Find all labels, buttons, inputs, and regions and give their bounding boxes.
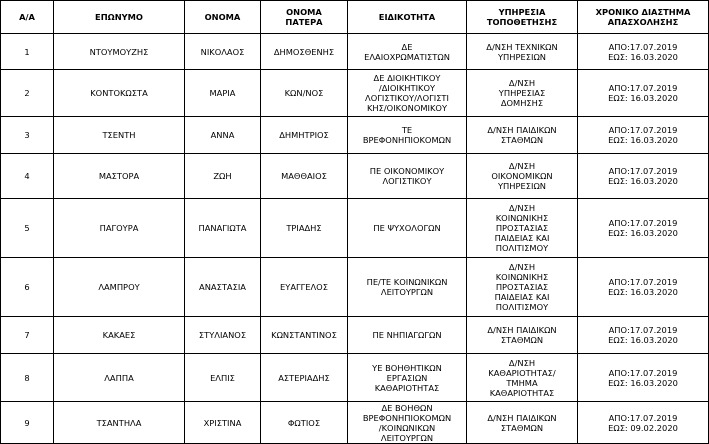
- cell-specialty: ΠΕ/ΤΕ ΚΟΙΝΩΝΙΚΩΝ ΛΕΙΤΟΥΡΓΩΝ: [348, 258, 467, 317]
- cell-father-name: ΑΣΤΕΡΙΑΔΗΣ: [261, 354, 348, 402]
- cell-period: ΑΠΟ:17.07.2019 ΕΩΣ: 16.03.2020: [578, 258, 709, 317]
- cell-specialty: ΔΕ ΕΛΑΙΟΧΡΩΜΑΤΙΣΤΩΝ: [348, 34, 467, 70]
- table-row: [1, 117, 709, 154]
- table-row: [1, 199, 709, 258]
- cell-surname: ΚΟΝΤΟΚΩΣΤΑ: [54, 70, 185, 117]
- cell-aa: 9: [1, 402, 54, 444]
- header-period: ΧΡΟΝΙΚΟ ΔΙΑΣΤΗΜΑ ΑΠΑΣΧΟΛΗΣΗΣ: [578, 1, 709, 34]
- cell-name: ΕΛΠΙΣ: [185, 354, 261, 402]
- table-row: [1, 70, 709, 117]
- cell-period: ΑΠΟ:17.07.2019 ΕΩΣ: 16.03.2020: [578, 354, 709, 402]
- cell-aa: 2: [1, 70, 54, 117]
- header-row: [1, 1, 709, 34]
- cell-father-name: ΚΩΝ/ΝΟΣ: [261, 70, 348, 117]
- cell-period: ΑΠΟ:17.07.2019 ΕΩΣ: 16.03.2020: [578, 154, 709, 199]
- cell-service: Δ/ΝΣΗ ΠΑΙΔΙΚΩΝ ΣΤΑΘΜΩΝ: [467, 402, 578, 444]
- table-row: [1, 402, 709, 444]
- cell-specialty: ΠΕ ΝΗΠΙΑΓΩΓΩΝ: [348, 317, 467, 354]
- cell-surname: ΛΑΠΠΑ: [54, 354, 185, 402]
- table-body: [1, 34, 709, 444]
- cell-name: ΑΝΑΣΤΑΣΙΑ: [185, 258, 261, 317]
- cell-service: Δ/ΝΣΗ ΤΕΧΝΙΚΩΝ ΥΠΗΡΕΣΙΩΝ: [467, 34, 578, 70]
- cell-service: Δ/ΝΣΗ ΚΑΘΑΡΙΟΤΗΤΑΣ/ ΤΜΗΜΑ ΚΑΘΑΡΙΟΤΗΤΑΣ: [467, 354, 578, 402]
- table-row: [1, 354, 709, 402]
- cell-name: ΧΡΙΣΤΙΝΑ: [185, 402, 261, 444]
- cell-period: ΑΠΟ:17.07.2019 ΕΩΣ: 16.03.2020: [578, 34, 709, 70]
- cell-period: ΑΠΟ:17.07.2019 ΕΩΣ: 16.03.2020: [578, 199, 709, 258]
- cell-service: Δ/ΝΣΗ ΥΠΗΡΕΣΙΑΣ ΔΟΜΗΣΗΣ: [467, 70, 578, 117]
- cell-specialty: ΠΕ ΨΥΧΟΛΟΓΩΝ: [348, 199, 467, 258]
- header-aa: Α/Α: [1, 1, 54, 34]
- header-service: ΥΠΗΡΕΣΙΑ ΤΟΠΟΘΕΤΗΣΗΣ: [467, 1, 578, 34]
- table-row: [1, 34, 709, 70]
- cell-aa: 6: [1, 258, 54, 317]
- cell-father-name: ΤΡΙΑΔΗΣ: [261, 199, 348, 258]
- cell-name: ΖΩΗ: [185, 154, 261, 199]
- cell-name: ΣΤΥΛΙΑΝΟΣ: [185, 317, 261, 354]
- cell-surname: ΤΣΕΝΤΗ: [54, 117, 185, 154]
- cell-period: ΑΠΟ:17.07.2019 ΕΩΣ: 16.03.2020: [578, 317, 709, 354]
- cell-service: Δ/ΝΣΗ ΠΑΙΔΙΚΩΝ ΣΤΑΘΜΩΝ: [467, 117, 578, 154]
- cell-period: ΑΠΟ:17.07.2019 ΕΩΣ: 16.03.2020: [578, 70, 709, 117]
- cell-name: ΜΑΡΙΑ: [185, 70, 261, 117]
- cell-father-name: ΔΗΜΟΣΘΕΝΗΣ: [261, 34, 348, 70]
- cell-name: ΑΝΝΑ: [185, 117, 261, 154]
- cell-father-name: ΦΩΤΙΟΣ: [261, 402, 348, 444]
- cell-specialty: ΤΕ ΒΡΕΦΟΝΗΠΙΟΚΟΜΩΝ: [348, 117, 467, 154]
- cell-surname: ΚΑΚΑΕΣ: [54, 317, 185, 354]
- cell-specialty: ΔΕ ΔΙΟΙΚΗΤΙΚΟΥ /ΔΙΟΙΚΗΤΙΚΟΥ ΛΟΓΙΣΤΙΚΟΥ/ΛΟΓΙΣΤΙ ΚΗΣ/ΟΙΚΟΝΟΜΙΚΟΥ: [348, 70, 467, 117]
- table-row: [1, 154, 709, 199]
- cell-surname: ΛΑΜΠΡΟΥ: [54, 258, 185, 317]
- header-name: ΟΝΟΜΑ: [185, 1, 261, 34]
- cell-period: ΑΠΟ:17.07.2019 ΕΩΣ: 16.03.2020: [578, 117, 709, 154]
- cell-aa: 3: [1, 117, 54, 154]
- cell-surname: ΝΤΟΥΜΟΥΖΗΣ: [54, 34, 185, 70]
- cell-aa: 5: [1, 199, 54, 258]
- cell-aa: 4: [1, 154, 54, 199]
- cell-surname: ΜΑΣΤΟΡΑ: [54, 154, 185, 199]
- cell-aa: 1: [1, 34, 54, 70]
- cell-aa: 8: [1, 354, 54, 402]
- cell-father-name: ΚΩΝΣΤΑΝΤΙΝΟΣ: [261, 317, 348, 354]
- cell-surname: ΠΑΓΟΥΡΑ: [54, 199, 185, 258]
- cell-specialty: ΔΕ ΒΟΗΘΩΝ ΒΡΕΦΟΝΗΠΙΟΚΟΜΩΝ /ΚΟΙΝΩΝΙΚΩΝ ΛΕΙΤΟΥΡΓΩΝ: [348, 402, 467, 444]
- cell-service: Δ/ΝΣΗ ΠΑΙΔΙΚΩΝ ΣΤΑΘΜΩΝ: [467, 317, 578, 354]
- cell-father-name: ΕΥΑΓΓΕΛΟΣ: [261, 258, 348, 317]
- cell-service: Δ/ΝΣΗ ΚΟΙΝΩΝΙΚΗΣ ΠΡΟΣΤΑΣΙΑΣ ΠΑΙΔΕΙΑΣ ΚΑΙ ΠΟΛΙΤΙΣΜΟΥ: [467, 258, 578, 317]
- header-specialty: ΕΙΔΙΚΟΤΗΤΑ: [348, 1, 467, 34]
- table-row: [1, 258, 709, 317]
- cell-name: ΝΙΚΟΛΑΟΣ: [185, 34, 261, 70]
- cell-specialty: ΥΕ ΒΟΗΘΗΤΙΚΩΝ ΕΡΓΑΣΙΩΝ ΚΑΘΑΡΙΟΤΗΤΑΣ: [348, 354, 467, 402]
- cell-specialty: ΠΕ ΟΙΚΟΝΟΜΙΚΟΥ ΛΟΓΙΣΤΙΚΟΥ: [348, 154, 467, 199]
- cell-father-name: ΜΑΘΘΑΙΟΣ: [261, 154, 348, 199]
- cell-period: ΑΠΟ:17.07.2019 ΕΩΣ: 09.02.2020: [578, 402, 709, 444]
- cell-father-name: ΔΗΜΗΤΡΙΟΣ: [261, 117, 348, 154]
- cell-aa: 7: [1, 317, 54, 354]
- cell-service: Δ/ΝΣΗ ΚΟΙΝΩΝΙΚΗΣ ΠΡΟΣΤΑΣΙΑΣ ΠΑΙΔΕΙΑΣ ΚΑΙ ΠΟΛΙΤΙΣΜΟΥ: [467, 199, 578, 258]
- header-surname: ΕΠΩΝΥΜΟ: [54, 1, 185, 34]
- header-father-name: ΟΝΟΜΑ ΠΑΤΕΡΑ: [261, 1, 348, 34]
- cell-name: ΠΑΝΑΓΙΩΤΑ: [185, 199, 261, 258]
- table-header: [1, 1, 709, 34]
- cell-service: Δ/ΝΣΗ ΟΙΚΟΝΟΜΙΚΩΝ ΥΠΗΡΕΣΙΩΝ: [467, 154, 578, 199]
- table-row: [1, 317, 709, 354]
- cell-surname: ΤΣΑΝΤΗΛΑ: [54, 402, 185, 444]
